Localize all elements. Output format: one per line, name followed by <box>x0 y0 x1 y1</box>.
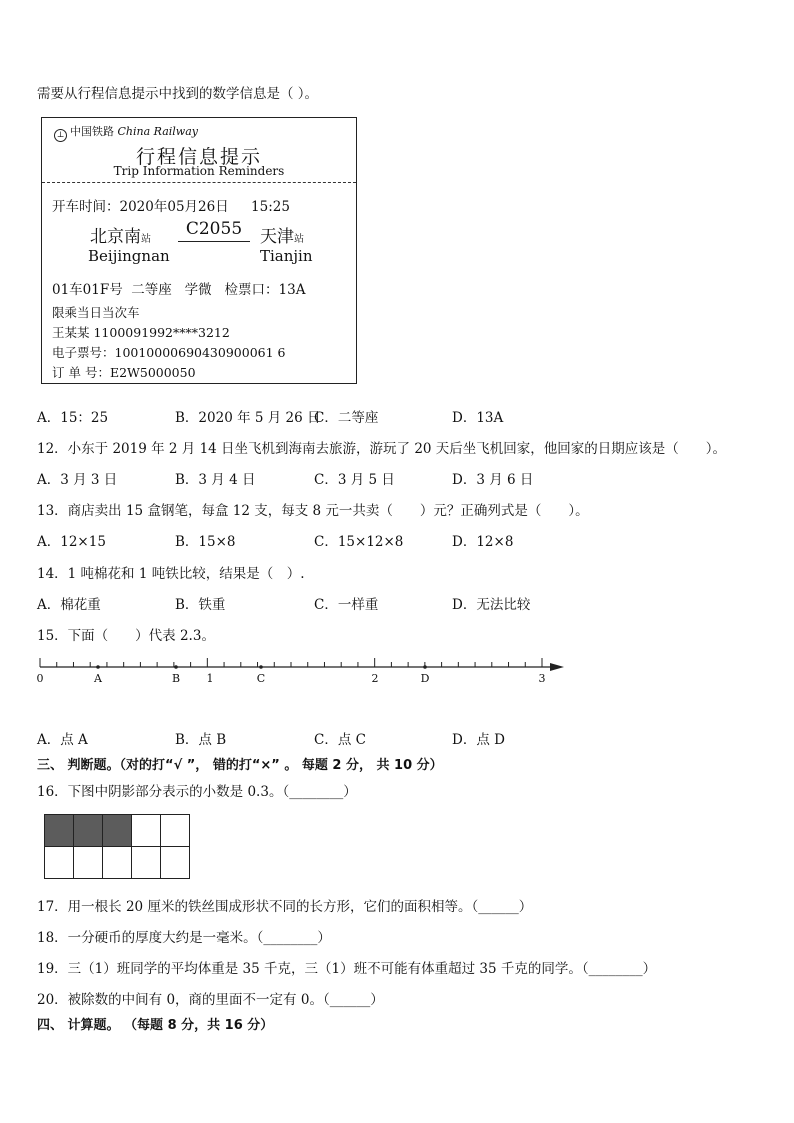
nl-label-0: 0 <box>36 672 44 685</box>
ticket-brand-cn: 中国铁路 <box>70 125 114 138</box>
question-14: 14．1 吨棉花和 1 吨铁比较，结果是（ ）. <box>37 566 305 582</box>
ticket-depart <box>52 195 290 215</box>
question-15: 15．下面（ ）代表 2.3。 <box>37 628 215 644</box>
q11-option-d: D．13A <box>452 410 504 426</box>
question-intro: 需要从行程信息提示中找到的数学信息是（ ）。 <box>37 86 319 102</box>
question-19: 19．三（1）班同学的平均体重是 35 千克，三（1）班不可能有体重超过 35 千克的同学。（________） <box>37 961 657 977</box>
section-3-heading: 三、 判断题。（对的打“√ ”， 错的打“×” 。 每题 2 分， 共 10 分） <box>37 758 443 773</box>
point-b <box>174 665 178 669</box>
question-12: 12．小东于 2019 年 2 月 14 日坐飞机到海南去旅游，游玩了 20 天后坐飞机回家，他回家的日期应该是（ ）。 <box>37 441 727 457</box>
to-station-suffix: 站 <box>294 234 304 245</box>
nl-label-a: A <box>94 672 102 685</box>
grid-cell <box>161 847 190 879</box>
q13-option-b: B．15×8 <box>175 534 236 550</box>
grid-cell <box>74 847 103 879</box>
number-line <box>34 652 574 688</box>
q11-option-c: C．二等座 <box>314 410 379 426</box>
from-station-cn: 北京南 <box>90 227 141 247</box>
grid-cell <box>132 815 161 847</box>
ticket-divider <box>42 182 356 183</box>
nl-label-1: 1 <box>206 672 214 685</box>
train-number: C2055 <box>178 219 250 242</box>
q15-option-b: B．点 B <box>175 732 227 748</box>
q11-option-a: A．15：25 <box>37 410 109 426</box>
grid-cell <box>132 847 161 879</box>
ticket-title-cn: 行程信息提示 <box>135 146 262 168</box>
china-railway-logo-icon: ⊥ <box>54 129 67 142</box>
trip-ticket <box>41 117 357 384</box>
number-line-ticks <box>40 658 542 667</box>
ticket-limit: 限乘当日当次车 <box>52 305 140 320</box>
q14-option-a: A．棉花重 <box>37 597 101 613</box>
depart-label: 开车时间： <box>52 199 120 215</box>
q14-option-d: D．无法比较 <box>452 597 531 613</box>
q12-option-b: B．3 月 4 日 <box>175 472 256 488</box>
ticket-brand-en: China Railway <box>117 125 198 138</box>
q12-option-c: C．3 月 5 日 <box>314 472 395 488</box>
ticket-brand <box>54 123 198 142</box>
q11-option-b: B．2020 年 5 月 26 日 <box>175 410 321 426</box>
q13-option-d: D．12×8 <box>452 534 514 550</box>
number-line-labels <box>37 672 546 685</box>
q12-option-d: D．3 月 6 日 <box>452 472 534 488</box>
nl-label-c: C <box>256 672 266 685</box>
question-18: 18．一分硬币的厚度大约是一毫米。（________） <box>37 930 331 946</box>
depart-time: 15:25 <box>251 199 290 215</box>
passenger-info: 王某某 1100091992****3212 <box>52 325 230 340</box>
grid-cell <box>45 847 74 879</box>
point-a <box>96 665 100 669</box>
q13-option-a: A．12×15 <box>37 534 106 550</box>
q14-option-b: B．铁重 <box>175 597 226 613</box>
grid-cell-shaded <box>74 815 103 847</box>
q15-option-a: A．点 A <box>37 732 88 748</box>
from-station-suffix: 站 <box>141 234 151 245</box>
grid-cell-shaded <box>103 815 132 847</box>
to-station <box>260 222 304 247</box>
point-d <box>423 665 427 669</box>
q15-option-d: D．点 D <box>452 732 505 748</box>
section-4-heading: 四、 计算题。 （每题 8 分，共 16 分） <box>37 1018 274 1033</box>
question-16: 16．下图中阴影部分表示的小数是 0.3。（________） <box>37 784 357 800</box>
grid-cell <box>161 815 190 847</box>
question-13: 13．商店卖出 15 盒钢笔，每盒 12 支，每支 8 元一共卖（ ）元？正确列式是（ ）。 <box>37 503 589 519</box>
to-station-en: Tianjin <box>260 247 313 265</box>
nl-label-d: D <box>420 672 430 685</box>
q16-grid <box>44 814 190 879</box>
seat-info: 01车01F号 二等座 学微 检票口：13A <box>52 282 306 298</box>
q15-option-c: C．点 C <box>314 732 366 748</box>
depart-date: 2020年05月26日 <box>119 199 229 215</box>
grid-cell-shaded <box>45 815 74 847</box>
q12-option-a: A．3 月 3 日 <box>37 472 118 488</box>
nl-label-b: B <box>171 672 181 685</box>
question-20: 20．被除数的中间有 0，商的里面不一定有 0。（______） <box>37 992 384 1008</box>
number-line-arrow-icon <box>550 663 564 671</box>
from-station-en: Beijingnan <box>88 247 170 265</box>
nl-label-2: 2 <box>371 672 379 685</box>
eticket-number: 电子票号：10010000690430900061 6 <box>52 345 286 360</box>
q13-option-c: C．15×12×8 <box>314 534 404 550</box>
ticket-title-en: Trip Information Reminders <box>113 164 285 178</box>
from-station <box>90 222 151 247</box>
q14-option-c: C．一样重 <box>314 597 379 613</box>
nl-label-3: 3 <box>538 672 546 685</box>
to-station-cn: 天津 <box>260 227 294 247</box>
point-c <box>259 665 263 669</box>
order-number: 订 单 号：E2W5000050 <box>52 365 196 380</box>
question-17: 17．用一根长 20 厘米的铁丝围成形状不同的长方形，它们的面积相等。（______） <box>37 899 533 915</box>
grid-cell <box>103 847 132 879</box>
